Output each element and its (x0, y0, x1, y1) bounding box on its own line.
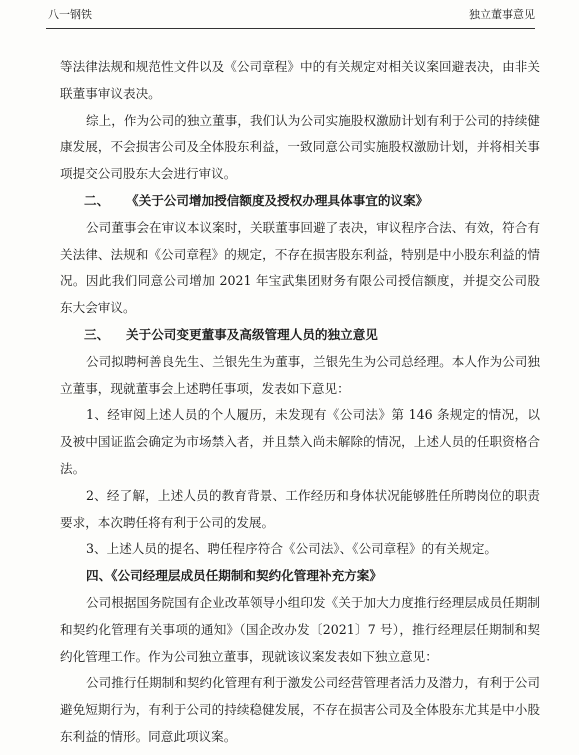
section-heading-2 (60, 188, 540, 215)
paragraph-credit-line: 公司董事会在审议本议案时，关联董事回避了表决，审议程序合法、有效，符合有关法律、法规和《公司章程》的规定，不存在损害股东利益，特别是中小股东利益的情况。因此我们同意公司增加 2021 年宝武集团财务有限公司授信额度，并提交公司股东大会审议。 (60, 219, 540, 316)
section-title-2: 《关于公司增加授信额度及授权办理具体事宜的议案》 (126, 192, 429, 208)
section-title-3: 关于公司变更董事及高级管理人员的独立意见 (126, 326, 378, 342)
opinion-item-1: 1、经审阅上述人员的个人履历，未发现有《公司法》第 146 条规定的情况，以及被中国证监会确定为市场禁入者，并且禁入尚未解除的情况，上述人员的任职资格合法。 (60, 407, 540, 476)
paragraph-recusal: 等法律法规和规范性文件以及《公司章程》中的有关规定对相关议案回避表决，由非关联董事审议表决。 (60, 59, 540, 101)
header-divider (46, 28, 535, 29)
header-doc-type: 独立董事意见 (469, 8, 535, 21)
section-heading-3 (60, 322, 540, 349)
opinion-item-2: 2、经了解，上述人员的教育背景、工作经历和身体状况能够胜任所聘岗位的职责要求，本次聘任将有利于公司的发展。 (60, 487, 540, 530)
section-number-3: 三、 (84, 326, 110, 342)
header-company: 八一钢铁 (48, 8, 92, 21)
opinion-item-3: 3、上述人员的提名、聘任程序符合《公司法》、《公司章程》的有关规定。 (86, 541, 498, 557)
section-number-2: 二、 (84, 192, 110, 208)
paragraph-conclusion: 公司推行任期制和契约化管理有利于激发公司经营管理者活力及潜力，有利于公司避免短期行为，有利于公司的持续稳健发展，不存在损害公司及全体股东尤其是中小股东利益的情形。同意此项议案。 (60, 675, 540, 744)
document-body (60, 54, 540, 751)
paragraph-summary: 综上，作为公司的独立董事，我们认为公司实施股权激励计划有利于公司的持续健康发展，不会损害公司及全体股东利益，一致同意公司实施股权激励计划，并将相关事项提交公司股东大会进行审议。 (60, 112, 540, 182)
paragraph-appointment: 公司拟聘柯善良先生、兰银先生为董事，兰银先生为公司总经理。本人作为公司独立董事，现就董事会上述聘任事项，发表如下意见： (60, 353, 540, 396)
section-heading-4: 四、《公司经理层成员任期制和契约化管理补充方案》 (86, 568, 382, 584)
paragraph-tenure-system: 公司根据国务院国有企业改革领导小组印发《关于加大力度推行经理层成员任期制和契约化管理有关事项的通知》（国企改办发〔2021〕7 号），推行经理层任期制和契约化管理工作。作为公司独立董事，现就该议案发表如下独立意见： (60, 594, 540, 664)
